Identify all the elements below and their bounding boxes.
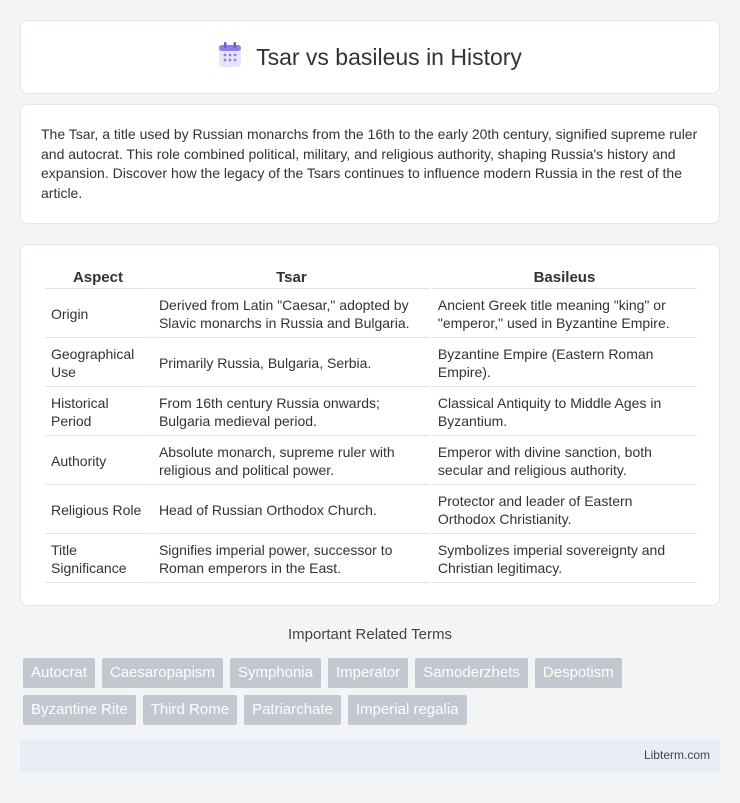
intro-text: The Tsar, a title used by Russian monarchs from the 16th to the early 20th century, signified supreme ruler and autocrat. This role combined political, military, and religious authority, shaping Russia's history and expansion. Discover how the legacy of the Tsars continues to influence modern Russia in the rest of the article. <box>41 126 698 201</box>
related-terms-list <box>23 658 713 725</box>
related-term-tag[interactable]: Despotism <box>535 658 622 688</box>
header-card <box>20 20 720 94</box>
row-basileus-value: Symbolizes imperial sovereignty and Christian legitimacy. <box>432 536 697 583</box>
table-row <box>45 340 697 387</box>
row-basileus-value: Classical Antiquity to Middle Ages in Byzantium. <box>432 389 697 436</box>
related-term-tag[interactable]: Samoderzhets <box>415 658 528 688</box>
row-basileus-value: Byzantine Empire (Eastern Roman Empire). <box>432 340 697 387</box>
column-header-basileus: Basileus <box>432 267 697 289</box>
row-tsar-value: Head of Russian Orthodox Church. <box>153 487 430 534</box>
table-header-row <box>45 267 697 289</box>
related-term-tag[interactable]: Symphonia <box>230 658 321 688</box>
calendar-icon <box>218 42 242 73</box>
footer-brand-link[interactable]: Libterm.com <box>643 748 710 762</box>
column-header-aspect: Aspect <box>45 267 151 289</box>
table-row <box>45 291 697 338</box>
row-tsar-value: Absolute monarch, supreme ruler with religious and political power. <box>153 438 430 485</box>
row-tsar-value: Signifies imperial power, successor to Roman emperors in the East. <box>153 536 430 583</box>
table-row <box>45 438 697 485</box>
row-aspect: Historical Period <box>45 389 151 436</box>
related-term-tag[interactable]: Imperial regalia <box>348 695 467 725</box>
related-term-tag[interactable]: Byzantine Rite <box>23 695 136 725</box>
table-row <box>45 487 697 534</box>
row-aspect: Origin <box>45 291 151 338</box>
row-aspect: Religious Role <box>45 487 151 534</box>
table-row <box>45 536 697 583</box>
footer <box>20 739 720 773</box>
column-header-tsar: Tsar <box>153 267 430 289</box>
related-terms-title: Important Related Terms <box>288 626 452 643</box>
related-term-tag[interactable]: Imperator <box>328 658 408 688</box>
row-tsar-value: From 16th century Russia onwards; Bulgaria medieval period. <box>153 389 430 436</box>
title-wrap <box>218 42 522 73</box>
row-tsar-value: Derived from Latin "Caesar," adopted by Slavic monarchs in Russia and Bulgaria. <box>153 291 430 338</box>
row-basileus-value: Emperor with divine sanction, both secular and religious authority. <box>432 438 697 485</box>
related-term-tag[interactable]: Caesaropapism <box>102 658 223 688</box>
row-aspect: Title Significance <box>45 536 151 583</box>
row-aspect: Authority <box>45 438 151 485</box>
row-aspect: Geographical Use <box>45 340 151 387</box>
page-title: Tsar vs basileus in History <box>256 43 522 70</box>
comparison-table-card <box>20 244 720 606</box>
row-basileus-value: Protector and leader of Eastern Orthodox Christianity. <box>432 487 697 534</box>
intro-card <box>20 104 720 224</box>
row-tsar-value: Primarily Russia, Bulgaria, Serbia. <box>153 340 430 387</box>
related-term-tag[interactable]: Patriarchate <box>244 695 341 725</box>
related-term-tag[interactable]: Third Rome <box>143 695 237 725</box>
table-row <box>45 389 697 436</box>
row-basileus-value: Ancient Greek title meaning "king" or "emperor," used in Byzantine Empire. <box>432 291 697 338</box>
comparison-table <box>43 265 699 585</box>
related-term-tag[interactable]: Autocrat <box>23 658 95 688</box>
